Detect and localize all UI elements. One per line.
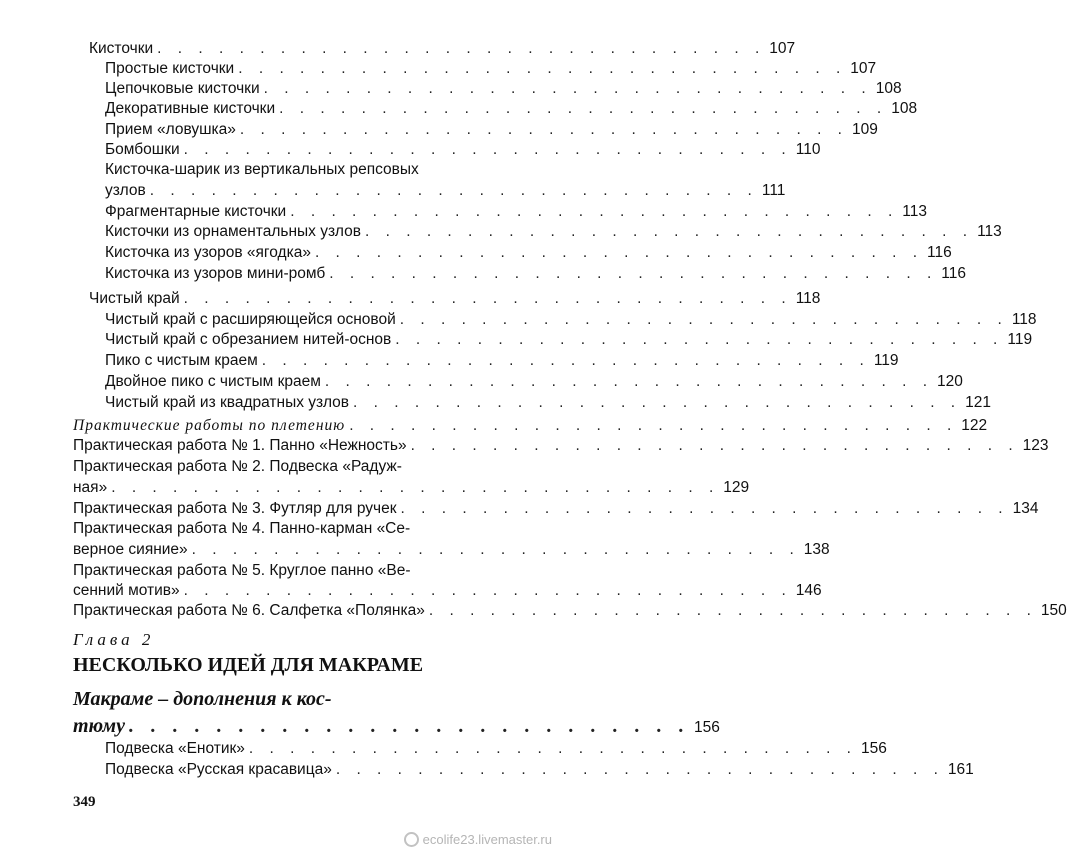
toc-leader-dots: . . . . . . . . . . . . . . . . . . . . . . . . . . . . . . bbox=[238, 60, 847, 77]
toc-page-number: 113 bbox=[902, 203, 928, 220]
toc-entry-title: Практическая работа № 1. Панно «Нежность» bbox=[73, 437, 407, 454]
toc-entry bbox=[73, 562, 462, 582]
toc-leader-dots: . . . . . . . . . . . . . . . . . . . . . . . . . . . . . . bbox=[149, 182, 758, 199]
toc-leader-dots: . . . . . . . . . . . . . . . . . . . . . . . . . . . . . . bbox=[353, 394, 962, 411]
toc-page-number: 116 bbox=[927, 244, 952, 261]
toc-page-number: 110 bbox=[795, 141, 821, 158]
livemaster-logo-icon bbox=[404, 832, 419, 847]
toc-entry-title: ная» bbox=[73, 479, 108, 496]
toc-page-number: 118 bbox=[795, 290, 821, 307]
toc-page-number: 107 bbox=[769, 40, 796, 57]
toc-entry-title: Практическая работа № 3. Футляр для ручек bbox=[73, 500, 397, 517]
toc-entry-title: Подвеска «Енотик» bbox=[105, 740, 245, 757]
toc-entry bbox=[105, 311, 1037, 331]
toc-page-number: 108 bbox=[875, 80, 902, 97]
toc-leader-dots: . . . . . . . . . . . . . . . . . . . . . . . . . . . . . . bbox=[239, 121, 848, 138]
toc-leader-dots: . . . . . . . . . . . . . . . . . . . . . . . . . . . . . . bbox=[400, 500, 1009, 517]
toc-entry bbox=[105, 352, 899, 372]
toc-leader-dots: . . . . . . . . . . . . . . . . . . . . . . . . . . . . . . bbox=[364, 223, 974, 240]
toc-leader-dots: . . . . . . . . . . . . . . . . . . . . . . . . . . bbox=[128, 715, 690, 737]
toc-entry-title: узлов bbox=[105, 182, 146, 199]
toc-page-number: 138 bbox=[803, 541, 830, 558]
toc-leader-dots: . . . . . . . . . . . . . . . . . . . . . . . . . . . . . . bbox=[428, 602, 1037, 619]
toc-entry bbox=[73, 417, 988, 437]
toc-entry bbox=[105, 244, 952, 264]
toc-entry-title: Практическая работа № 5. Круглое панно «Ве- bbox=[73, 562, 411, 579]
toc-entry bbox=[73, 437, 1049, 457]
toc-entry-title: Двойное пико с чистым краем bbox=[105, 373, 321, 390]
toc-entry bbox=[105, 394, 991, 414]
toc-entry-title: Чистый край из квадратных узлов bbox=[105, 394, 350, 411]
toc-entry-title: Прием «ловушка» bbox=[105, 121, 236, 138]
toc-page-number: 121 bbox=[965, 394, 991, 411]
toc-entry bbox=[73, 500, 1039, 520]
toc-entry-title: сенний мотив» bbox=[73, 582, 180, 599]
toc-entry-title: Пико с чистым краем bbox=[105, 352, 258, 369]
toc-entry-title: Подвеска «Русская красавица» bbox=[105, 761, 332, 778]
toc-leader-dots: . . . . . . . . . . . . . . . . . . . . . . . . . . . . . . bbox=[410, 437, 1019, 454]
toc-entry-title: Практическая работа № 2. Подвеска «Радуж- bbox=[73, 458, 402, 475]
toc-entry-title: Кисточка из узоров «ягодка» bbox=[105, 244, 311, 261]
toc-entry-title: Практическая работа № 4. Панно-карман «Се- bbox=[73, 520, 411, 537]
toc-leader-dots: . . . . . . . . . . . . . . . . . . . . . . . . . . . . . . bbox=[157, 40, 766, 57]
toc-entry bbox=[105, 331, 1033, 351]
toc-leader-dots: . . . . . . . . . . . . . . . . . . . . . . . . . . . . . . bbox=[183, 582, 792, 599]
section-page-number: 156 bbox=[693, 719, 720, 736]
toc-entry-title: Кисточки bbox=[89, 40, 154, 57]
toc-entry-title: Цепочковые кисточки bbox=[105, 80, 260, 97]
toc-leader-dots: . . . . . . . . . . . . . . . . . . . . . . . . . . . . . . bbox=[324, 373, 933, 390]
toc-page-number: 111 bbox=[761, 182, 786, 199]
toc-leader-dots: . . . . . . . . . . . . . . . . . . . . . . . . . . . . . . bbox=[399, 311, 1008, 328]
toc-leader-dots: . . . . . . . . . . . . . . . . . . . . . . . . . . . . . . bbox=[349, 417, 958, 434]
toc-leader-dots: . . . . . . . . . . . . . . . . . . . . . . . . . . . . . . bbox=[263, 80, 872, 97]
toc-entry-title: Чистый край с обрезанием нитей-основ bbox=[105, 331, 392, 348]
toc-entry bbox=[105, 121, 878, 141]
toc-leader-dots: . . . . . . . . . . . . . . . . . . . . . . . . . . . . . . bbox=[111, 479, 720, 496]
toc-leader-dots: . . . . . . . . . . . . . . . . . . . . . . . . . . . . . . bbox=[290, 203, 899, 220]
toc-page-number: 150 bbox=[1040, 602, 1067, 619]
page-number: 349 bbox=[73, 794, 96, 810]
toc-entry bbox=[73, 479, 750, 499]
toc-entry bbox=[105, 223, 1002, 243]
toc-page-number: 129 bbox=[723, 479, 750, 496]
toc-page-number: 134 bbox=[1012, 500, 1039, 517]
section-title-line1: Макраме – дополнения к кос- bbox=[73, 688, 332, 710]
toc-page-number: 156 bbox=[860, 740, 887, 757]
toc-entry bbox=[105, 182, 786, 202]
watermark-text: ecolife23.livemaster.ru bbox=[422, 832, 552, 847]
section-title bbox=[73, 686, 720, 740]
toc-entry bbox=[105, 373, 963, 393]
toc-leader-dots: . . . . . . . . . . . . . . . . . . . . . . . . . . . . . . bbox=[183, 290, 792, 307]
toc-entry-title: Практические работы по плетению bbox=[73, 417, 346, 434]
toc-entry-title: Простые кисточки bbox=[105, 60, 235, 77]
toc-entry bbox=[105, 265, 967, 285]
toc-page-number: 108 bbox=[891, 100, 918, 117]
toc-leader-dots: . . . . . . . . . . . . . . . . . . . . . . . . . . . . . . bbox=[279, 100, 888, 117]
toc-page-number: 116 bbox=[941, 265, 967, 282]
chapter-title: НЕСКОЛЬКО ИДЕЙ ДЛЯ МАКРАМЕ bbox=[73, 654, 424, 676]
toc-entry bbox=[73, 602, 1067, 622]
toc-entry bbox=[73, 520, 462, 540]
toc-leader-dots: . . . . . . . . . . . . . . . . . . . . . . . . . . . . . . bbox=[183, 141, 792, 158]
toc-entry bbox=[105, 203, 928, 223]
toc-entry-title: Практическая работа № 6. Салфетка «Полянка» bbox=[73, 602, 425, 619]
toc-page-number: 109 bbox=[851, 121, 878, 138]
toc-leader-dots: . . . . . . . . . . . . . . . . . . . . . . . . . . . . . . bbox=[395, 331, 1004, 348]
toc-page-number: 119 bbox=[873, 352, 899, 369]
section-title-line2: тюму bbox=[73, 715, 125, 737]
toc-page-number: 120 bbox=[937, 373, 963, 390]
toc-entry bbox=[105, 60, 877, 80]
toc-leader-dots: . . . . . . . . . . . . . . . . . . . . . . . . . . . . . . bbox=[329, 265, 938, 282]
toc-page-number: 122 bbox=[961, 417, 988, 434]
toc-page-number: 118 bbox=[1011, 311, 1037, 328]
toc-page-number: 119 bbox=[1007, 331, 1033, 348]
watermark bbox=[404, 832, 552, 847]
toc-entry bbox=[73, 541, 830, 561]
toc-page-number: 107 bbox=[850, 60, 877, 77]
toc-leader-dots: . . . . . . . . . . . . . . . . . . . . . . . . . . . . . . bbox=[335, 761, 944, 778]
toc-leader-dots: . . . . . . . . . . . . . . . . . . . . . . . . . . . . . . bbox=[261, 352, 870, 369]
toc-entry bbox=[105, 740, 887, 760]
toc-page-number: 113 bbox=[977, 223, 1002, 240]
toc-entry-title: Бомбошки bbox=[105, 141, 180, 158]
toc-entry bbox=[105, 141, 821, 161]
toc-entry bbox=[89, 290, 821, 310]
toc-entry-title: Чистый край с расширяющейся основой bbox=[105, 311, 396, 328]
toc-entry-title: Чистый край bbox=[89, 290, 180, 307]
toc-entry-title: Кисточки из орнаментальных узлов bbox=[105, 223, 361, 240]
toc-entry bbox=[89, 40, 796, 60]
toc-entry bbox=[105, 761, 974, 781]
toc-entry-title: Фрагментарные кисточки bbox=[105, 203, 287, 220]
toc-leader-dots: . . . . . . . . . . . . . . . . . . . . . . . . . . . . . . bbox=[314, 244, 924, 261]
toc-entry bbox=[73, 458, 462, 478]
section-title-line2-row bbox=[73, 713, 720, 740]
toc-page-number: 146 bbox=[795, 582, 822, 599]
toc-entry-title: Кисточка-шарик из вертикальных репсовых bbox=[105, 161, 419, 178]
toc-page-number: 161 bbox=[947, 761, 974, 778]
toc-leader-dots: . . . . . . . . . . . . . . . . . . . . . . . . . . . . . . bbox=[191, 541, 800, 558]
toc-entry bbox=[105, 80, 902, 100]
toc-entry-title: Кисточка из узоров мини-ромб bbox=[105, 265, 326, 282]
chapter-label: Глава 2 bbox=[73, 630, 155, 649]
toc-page-number: 123 bbox=[1022, 437, 1049, 454]
toc-entry-title: верное сияние» bbox=[73, 541, 188, 558]
toc-entry-title: Декоративные кисточки bbox=[105, 100, 276, 117]
toc-entry bbox=[73, 582, 822, 602]
toc-leader-dots: . . . . . . . . . . . . . . . . . . . . . . . . . . . . . . bbox=[248, 740, 857, 757]
toc-entry bbox=[105, 100, 918, 120]
toc-entry bbox=[105, 161, 462, 181]
